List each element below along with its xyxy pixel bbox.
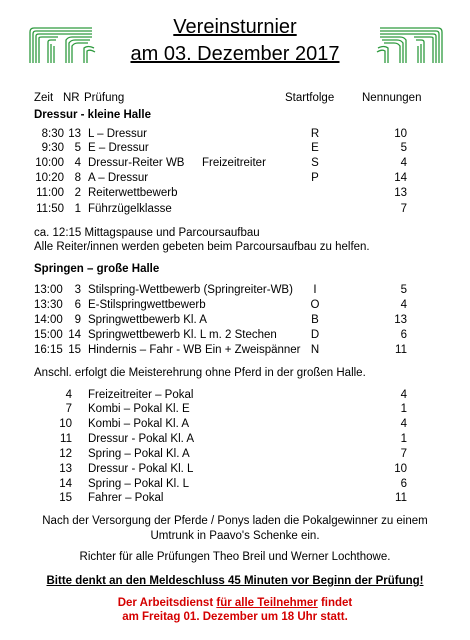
row-count: 14 xyxy=(394,172,407,184)
row-start: D xyxy=(310,329,320,341)
row-start: R xyxy=(310,128,320,140)
section-heading-springen: Springen – große Halle xyxy=(34,263,160,275)
pokal-name: Dressur - Pokal Kl. A xyxy=(88,433,195,445)
row-start: S xyxy=(311,157,319,169)
row-nr: 4 xyxy=(74,157,81,169)
pause-line-2: Alle Reiter/innen werden gebeten beim Parcoursaufbau zu helfen. xyxy=(34,241,370,253)
row-nr: 2 xyxy=(74,187,81,199)
row-name: Reiterwettbewerb xyxy=(88,187,178,199)
header-pruefung: Prüfung xyxy=(84,92,125,104)
pokal-count: 4 xyxy=(400,418,407,430)
row-time: 8:30 xyxy=(41,128,64,140)
pokal-nr: 10 xyxy=(59,418,72,430)
arbeitsdienst-pre: Der Arbeitsdienst xyxy=(117,597,217,609)
row-nr: 13 xyxy=(68,128,81,140)
pokal-nr: 11 xyxy=(60,433,72,445)
row-start: N xyxy=(310,344,320,356)
versorgung-line-2: Umtrunk in Paavo's Schenke ein. xyxy=(150,530,320,542)
row-count: 5 xyxy=(400,284,407,296)
arbeitsdienst-underlined: für alle Teilnehmer xyxy=(216,597,318,609)
row-name: Hindernis – Fahr - WB Ein + Zweispänner xyxy=(88,344,301,356)
row-count: 4 xyxy=(400,299,407,311)
title-line-1: Vereinsturnier xyxy=(173,16,297,38)
row-time: 13:30 xyxy=(34,299,63,311)
row-start: O xyxy=(310,299,320,311)
arbeitsdienst-line-1 xyxy=(0,596,470,610)
row-nr: 14 xyxy=(68,329,81,341)
pokal-nr: 12 xyxy=(59,448,72,460)
row-time: 10:20 xyxy=(35,172,64,184)
pause-line-1: ca. 12:15 Mittagspause und Parcoursaufbau xyxy=(34,227,260,239)
pokal-name: Dressur - Pokal Kl. L xyxy=(88,463,194,475)
pokal-count: 6 xyxy=(400,478,407,490)
row-count: 4 xyxy=(400,157,407,169)
row-count: 7 xyxy=(400,203,407,215)
pokal-count: 11 xyxy=(395,492,407,504)
row-name: Stilspring-Wettbewerb (Springreiter-WB) xyxy=(88,284,293,296)
row-count: 13 xyxy=(394,314,407,326)
row-time: 9:30 xyxy=(41,142,64,154)
row-name: E-Stilspringwettbewerb xyxy=(88,299,206,311)
row-count: 5 xyxy=(400,142,407,154)
pokal-count: 1 xyxy=(400,403,407,415)
row-name: A – Dressur xyxy=(88,172,149,184)
row-time: 13:00 xyxy=(34,284,63,296)
row-count: 10 xyxy=(394,128,407,140)
row-name: L – Dressur xyxy=(88,128,148,140)
row-start: E xyxy=(311,142,319,154)
row-start: B xyxy=(311,314,319,326)
pokal-name: Spring – Pokal Kl. L xyxy=(88,478,190,490)
row-name: Springwettbewerb Kl. L m. 2 Stechen xyxy=(88,329,277,341)
pokal-nr: 13 xyxy=(59,463,72,475)
header-nr: NR xyxy=(63,92,80,104)
title-line-2: am 03. Dezember 2017 xyxy=(130,43,340,65)
row-name: Springwettbewerb Kl. A xyxy=(88,314,207,326)
row-time: 11:00 xyxy=(36,187,64,199)
pokal-count: 10 xyxy=(394,463,407,475)
pokal-nr: 7 xyxy=(65,403,72,415)
row-nr: 6 xyxy=(74,299,81,311)
pokal-count: 4 xyxy=(400,389,407,401)
pokal-nr: 14 xyxy=(59,478,72,490)
row-time: 15:00 xyxy=(34,329,63,341)
arbeitsdienst-line-2: am Freitag 01. Dezember um 18 Uhr statt. xyxy=(122,611,348,623)
row-time: 11:50 xyxy=(36,203,64,215)
row-nr: 1 xyxy=(74,203,81,215)
section-heading-dressur: Dressur - kleine Halle xyxy=(34,109,151,121)
row-time: 16:15 xyxy=(34,344,63,356)
row-nr: 8 xyxy=(74,172,81,184)
pokal-nr: 4 xyxy=(65,389,72,401)
row-name: E – Dressur xyxy=(88,142,149,154)
row-nr: 15 xyxy=(68,344,81,356)
richter-note: Richter für alle Prüfungen Theo Breil und Werner Lochthowe. xyxy=(79,551,391,563)
pokal-name: Fahrer – Pokal xyxy=(88,492,164,504)
pokal-nr: 15 xyxy=(59,492,72,504)
arbeitsdienst-post: findet xyxy=(317,597,353,609)
row-nr: 9 xyxy=(74,314,81,326)
row-time: 10:00 xyxy=(35,157,64,169)
pokal-count: 1 xyxy=(400,433,407,445)
pokal-name: Spring – Pokal Kl. A xyxy=(88,448,190,460)
meldeschluss-warning: Bitte denkt an den Meldeschluss 45 Minuten vor Beginn der Prüfung! xyxy=(46,575,424,587)
pokal-name: Kombi – Pokal Kl. E xyxy=(88,403,190,415)
row-name: Dressur-Reiter WB xyxy=(88,157,185,169)
pokal-name: Kombi – Pokal Kl. A xyxy=(88,418,189,430)
row-count: 13 xyxy=(394,187,407,199)
row-start: I xyxy=(313,284,317,296)
row-count: 6 xyxy=(400,329,407,341)
pokal-count: 7 xyxy=(400,448,407,460)
row-start: P xyxy=(311,172,319,184)
pokal-name: Freizeitreiter – Pokal xyxy=(88,389,194,401)
row-count: 11 xyxy=(395,344,407,356)
header-nennungen: Nennungen xyxy=(362,92,422,104)
row-time: 14:00 xyxy=(34,314,63,326)
meisterehrung-note: Anschl. erfolgt die Meisterehrung ohne Pferd in der großen Halle. xyxy=(34,367,366,379)
row-name: Führzügelklasse xyxy=(88,203,172,215)
row-nr: 3 xyxy=(74,284,81,296)
row-nr: 5 xyxy=(74,142,81,154)
versorgung-line-1: Nach der Versorgung der Pferde / Ponys laden die Pokalgewinner zu einem xyxy=(42,515,428,527)
row-note: Freizeitreiter xyxy=(202,157,266,169)
header-startfolge: Startfolge xyxy=(285,92,335,104)
header-zeit: Zeit xyxy=(34,92,54,104)
